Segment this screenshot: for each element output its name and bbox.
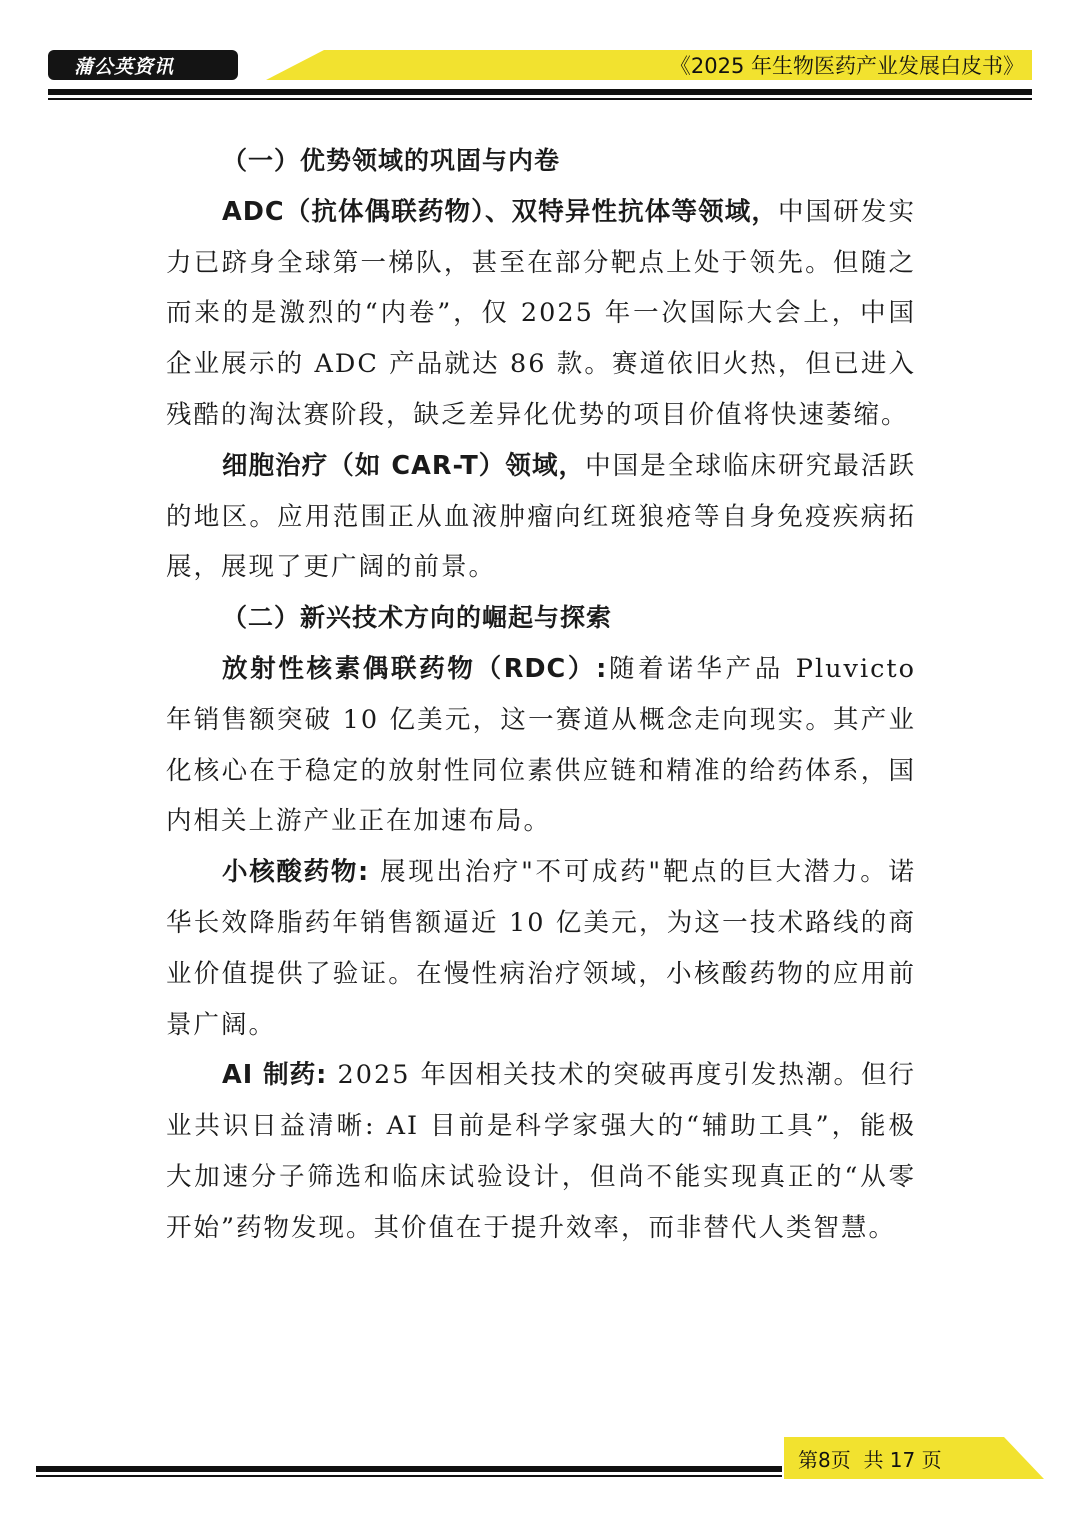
- paragraph-ai: [166, 1050, 916, 1253]
- paragraph-rdc: [166, 644, 916, 847]
- paragraph-lead: 放射性核素偶联药物（RDC）:: [222, 653, 608, 684]
- paragraph-lead: ADC（抗体偶联药物）、双特异性抗体等领域，: [222, 196, 778, 227]
- paragraph-text: 2025 年因相关技术的突破再度引发热潮。但行业共识日益清晰: AI 目前是科学家强大的“辅助工具”，能极大加速分子筛选和临床试验设计，但尚不能实现真正的“从零开始”药物发现。其价值在于提升效率，而非替代人类智慧。: [166, 1060, 916, 1243]
- page-number: 第8页 共 17 页: [798, 1448, 942, 1472]
- header-divider: [48, 89, 1032, 95]
- footer-divider-thin: [36, 1475, 782, 1477]
- paragraph-text: 展现出治疗"不可成药"靶点的巨大潜力。诺华长效降脂药年销售额逼近 10 亿美元，为这一技术路线的商业价值提供了验证。在慢性病治疗领域，小核酸药物的应用前景广阔。: [166, 857, 916, 1040]
- section-heading: （一）优势领域的巩固与内卷: [222, 146, 561, 175]
- paragraph-lead: AI 制药:: [222, 1060, 328, 1091]
- footer-divider: [36, 1466, 782, 1472]
- brand-badge: [48, 50, 238, 80]
- document-title: 《2025 年生物医药产业发展白皮书》: [669, 54, 1024, 78]
- brand-name: 蒲公英资讯: [74, 55, 175, 78]
- paragraph-adc: [166, 187, 916, 441]
- paragraph-text: 随着诺华产品 Pluvicto 年销售额突破 10 亿美元，这一赛道从概念走向现实。其产业化核心在于稳定的放射性同位素供应链和精准的给药体系，国内相关上游产业正在加速布局。: [166, 653, 916, 837]
- section-heading: （二）新兴技术方向的崛起与探索: [222, 603, 613, 633]
- header-divider-thin: [48, 98, 1032, 100]
- paragraph-cell-therapy: [166, 441, 916, 593]
- page-body: [166, 136, 916, 1254]
- paragraph-text: 中国研发实力已跻身全球第一梯队，甚至在部分靶点上处于领先。但随之而来的是激烈的“内卷”，仅 2025 年一次国际大会上，中国企业展示的 ADC 产品就达 86 款。赛道依旧火热，但已进入残酷的淘汰赛阶段，缺乏差异化优势的项目价值将快速萎缩。: [166, 196, 916, 430]
- paragraph-lead: 小核酸药物:: [222, 857, 370, 888]
- paragraph-lead: 细胞治疗（如 CAR-T）领域，: [222, 450, 586, 481]
- paragraph-sirna: [166, 847, 916, 1050]
- paragraph-text: 中国是全球临床研究最活跃的地区。应用范围正从血液肿瘤向红斑狼疮等自身免疫疾病拓展，展现了更广阔的前景。: [166, 450, 916, 583]
